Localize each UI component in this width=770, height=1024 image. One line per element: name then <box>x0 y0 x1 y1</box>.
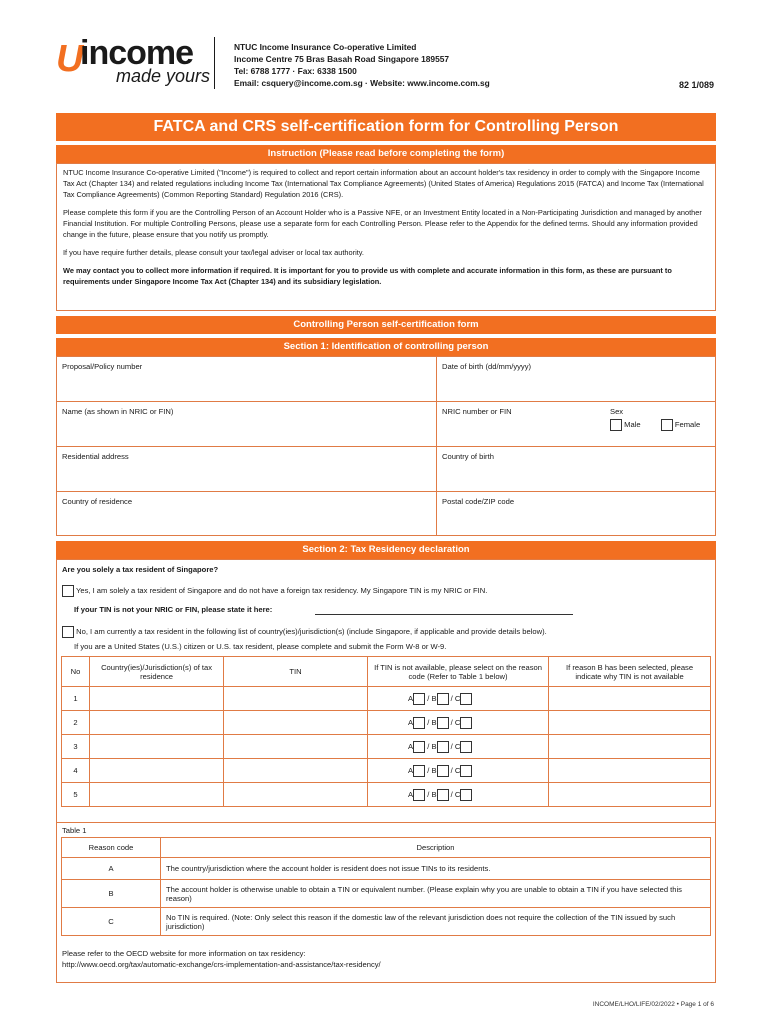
no-checkbox[interactable] <box>62 626 74 638</box>
instruction-box <box>56 163 716 311</box>
country-cell[interactable] <box>90 759 224 783</box>
tin-cell[interactable] <box>224 783 368 807</box>
slash: / <box>450 741 453 751</box>
reason-a-checkbox[interactable] <box>413 741 425 753</box>
reason-c-checkbox[interactable] <box>460 693 472 705</box>
income-logo-wordmark: income <box>80 34 194 72</box>
description-header: Description <box>161 838 711 858</box>
reason-description: The account holder is otherwise unable to obtain a TIN or equivalent number. (Please explain why you are unable to obtain a TIN if you have selected this reason) <box>161 880 711 908</box>
country-cell[interactable] <box>90 711 224 735</box>
reason-c-checkbox[interactable] <box>460 789 472 801</box>
slash: / <box>450 717 453 727</box>
instruction-bold-paragraph: We may contact you to collect more information if required. It is important for you to provide us with complete and accurate information in this form, as these are pursuant to requirements under Singapore Income Tax Act (Chapter 134) and its subsidiary legislation. <box>63 266 672 286</box>
table1-box <box>56 823 716 983</box>
male-checkbox[interactable] <box>610 419 622 431</box>
form-heading: Controlling Person self-certification form <box>56 316 716 334</box>
slash: / <box>450 765 453 775</box>
reason-description: The country/jurisdiction where the account holder is resident does not issue TINs to its residents. <box>161 858 711 880</box>
nric-field[interactable] <box>437 402 605 447</box>
tin-cell[interactable] <box>224 759 368 783</box>
table-row <box>62 783 711 807</box>
company-phone: Tel: 6788 1777 · Fax: 6338 1500 <box>234 66 357 76</box>
tax-residency-table <box>61 656 711 807</box>
reason-c-checkbox[interactable] <box>460 717 472 729</box>
sex-field <box>605 402 715 447</box>
reason-code-cell <box>367 759 548 783</box>
table-row <box>62 880 711 908</box>
page-footer: INCOME/LHO/LIFE/02/2022 • Page 1 of 6 <box>592 1001 714 1008</box>
slash: / <box>427 693 430 703</box>
country-cell[interactable] <box>90 687 224 711</box>
tax-resident-question: Are you solely a tax resident of Singapore? <box>62 565 219 574</box>
company-name: NTUC Income Insurance Co-operative Limited <box>234 42 417 52</box>
nric-label: NRIC number or FIN <box>442 407 512 416</box>
reason-code-cell <box>367 687 548 711</box>
reason-b-label: B <box>431 741 437 751</box>
col-reason-b: If reason B has been selected, please indicate why TIN is not available <box>549 657 711 687</box>
row-number: 3 <box>62 735 90 759</box>
reason-a-checkbox[interactable] <box>413 765 425 777</box>
row-number: 2 <box>62 711 90 735</box>
reason-b-checkbox[interactable] <box>437 717 449 729</box>
slash: / <box>427 765 430 775</box>
country-of-birth-field[interactable] <box>437 447 715 492</box>
slash: / <box>450 789 453 799</box>
reason-c-label: C <box>454 765 461 775</box>
name-label: Name (as shown in NRIC or FIN) <box>62 407 174 416</box>
reason-b-label: B <box>431 789 437 799</box>
table-row <box>62 711 711 735</box>
date-of-birth-label: Date of birth (dd/mm/yyyy) <box>442 362 532 371</box>
reason-b-label: B <box>431 765 437 775</box>
reason-code-cell <box>367 711 548 735</box>
slash: / <box>450 693 453 703</box>
table-row <box>62 759 711 783</box>
section1-heading: Section 1: Identification of controlling person <box>56 338 716 356</box>
section2-heading: Section 2: Tax Residency declaration <box>56 541 716 559</box>
reason-code-header: Reason code <box>62 838 161 858</box>
table-row <box>62 908 711 936</box>
reason-b-checkbox[interactable] <box>437 789 449 801</box>
company-details <box>234 41 490 89</box>
tin-input-line[interactable] <box>315 614 573 615</box>
section1-grid <box>56 356 716 536</box>
instruction-heading: Instruction (Please read before completing the form) <box>56 145 716 163</box>
no-option-row <box>62 626 547 638</box>
postal-code-label: Postal code/ZIP code <box>442 497 515 506</box>
reason-c-label: C <box>454 741 461 751</box>
reason-code: A <box>62 858 161 880</box>
postal-code-field[interactable] <box>437 492 715 535</box>
reason-c-checkbox[interactable] <box>460 741 472 753</box>
yes-option-row <box>62 585 487 597</box>
reason-a-checkbox[interactable] <box>413 717 425 729</box>
reason-a-label: A <box>407 693 414 703</box>
country-of-residence-label: Country of residence <box>62 497 133 506</box>
yes-checkbox[interactable] <box>62 585 74 597</box>
reason-b-checkbox[interactable] <box>437 765 449 777</box>
reason-code-table <box>61 837 711 936</box>
sex-label: Sex <box>610 407 624 416</box>
instruction-paragraph-3: If you have require further details, please consult your tax/legal adviser or local tax authority. <box>63 248 364 257</box>
income-logo-mark: U <box>56 38 84 80</box>
logo-tagline: made yours <box>116 66 211 86</box>
table-row <box>62 858 711 880</box>
reason-b-label: B <box>431 717 437 727</box>
name-field[interactable] <box>57 402 437 447</box>
reason-code: C <box>62 908 161 936</box>
tin-cell[interactable] <box>224 687 368 711</box>
reason-c-label: C <box>454 693 461 703</box>
policy-number-field[interactable] <box>57 357 437 402</box>
country-of-birth-label: Country of birth <box>442 452 494 461</box>
reason-a-label: A <box>407 789 414 799</box>
oecd-link[interactable]: http://www.oecd.org/tax/automatic-exchange/crs-implementation-and-assistance/tax-residency/ <box>62 960 381 969</box>
reason-b-explanation-cell[interactable] <box>549 687 711 711</box>
table-row <box>62 735 711 759</box>
reason-a-checkbox[interactable] <box>413 693 425 705</box>
oecd-note <box>62 948 381 970</box>
male-label: Male <box>624 420 641 429</box>
reason-c-label: C <box>454 717 461 727</box>
col-country: Country(ies)/Jurisdiction(s) of tax residence <box>90 657 224 687</box>
slash: / <box>427 789 430 799</box>
reason-a-label: A <box>407 741 414 751</box>
reason-code-cell <box>367 783 548 807</box>
oecd-note-text: Please refer to the OECD website for more information on tax residency: <box>62 949 306 958</box>
no-option-label: No, I am currently a tax resident in the following list of country(ies)/jurisdiction(s) (include Singapore, if applicable and provide details below). <box>76 627 547 636</box>
tin-cell[interactable] <box>224 711 368 735</box>
reason-a-checkbox[interactable] <box>413 789 425 801</box>
instruction-paragraph-1: NTUC Income Insurance Co-operative Limited ("Income") is required to collect and report certain information about an account holder's tax residency in order to comply with the Singapore Income Tax Act (Chapter 134) and related regulations including Income Tax (International Tax Compliance Agreements) (United States of America) Regulations 2015 (FATCA) and Income Tax (International Tax Compliance Agreements) (Common Reporting Standard) Regulation 2016 (CRS). <box>63 168 704 199</box>
section2-box <box>56 559 716 823</box>
reason-a-label: A <box>407 765 414 775</box>
instruction-paragraph-2: Please complete this form if you are the Controlling Person of an Account Holder who is a Passive NFE, or an Investment Entity located in a Non-Participating Jurisdiction and managed by another Financial Institution. For multiple Controlling Persons, please use a separate form for each Controlling Person. Please refer to the Appendix for the defined terms. Should any information provided change in the future, please ensure that you notify us promptly. <box>63 208 702 239</box>
reason-c-checkbox[interactable] <box>460 765 472 777</box>
reason-b-explanation-cell[interactable] <box>549 735 711 759</box>
tin-prompt: If your TIN is not your NRIC or FIN, please state it here: <box>74 605 273 614</box>
reason-code: B <box>62 880 161 908</box>
company-contact: Email: csquery@income.com.sg · Website: www.income.com.sg <box>234 78 490 88</box>
col-reason: If TIN is not available, please select on the reason code (Refer to Table 1 below) <box>367 657 548 687</box>
country-cell[interactable] <box>90 783 224 807</box>
date-of-birth-field[interactable] <box>437 357 715 402</box>
policy-number-label: Proposal/Policy number <box>62 362 143 371</box>
female-label: Female <box>674 420 701 429</box>
tin-cell[interactable] <box>224 735 368 759</box>
row-number: 5 <box>62 783 90 807</box>
table-row <box>62 687 711 711</box>
row-number: 4 <box>62 759 90 783</box>
us-citizen-note: If you are a United States (U.S.) citizen or U.S. tax resident, please complete and submit the Form W-8 or W-9. <box>74 642 447 651</box>
form-number: 82 1/089 <box>678 80 714 90</box>
col-no: No <box>62 657 90 687</box>
col-tin: TIN <box>224 657 368 687</box>
reason-description: No TIN is required. (Note: Only select this reason if the domestic law of the relevant jurisdiction does not require the collection of the TIN issued by such jurisdiction) <box>161 908 711 936</box>
table1-label: Table 1 <box>62 826 87 835</box>
country-cell[interactable] <box>90 735 224 759</box>
reason-b-explanation-cell[interactable] <box>549 711 711 735</box>
reason-b-checkbox[interactable] <box>437 693 449 705</box>
residential-address-label: Residential address <box>62 452 129 461</box>
row-number: 1 <box>62 687 90 711</box>
female-checkbox[interactable] <box>661 419 673 431</box>
residential-address-field[interactable] <box>57 447 437 492</box>
header-divider <box>214 37 215 89</box>
slash: / <box>427 717 430 727</box>
reason-a-label: A <box>407 717 414 727</box>
reason-b-checkbox[interactable] <box>437 741 449 753</box>
reason-b-explanation-cell[interactable] <box>549 759 711 783</box>
reason-b-explanation-cell[interactable] <box>549 783 711 807</box>
slash: / <box>427 741 430 751</box>
reason-c-label: C <box>454 789 461 799</box>
country-of-residence-field[interactable] <box>57 492 437 535</box>
reason-code-cell <box>367 735 548 759</box>
yes-option-label: Yes, I am solely a tax resident of Singapore and do not have a foreign tax residency. My Singapore TIN is my NRIC or FIN. <box>75 586 488 595</box>
company-address: Income Centre 75 Bras Basah Road Singapore 189557 <box>234 54 450 64</box>
reason-b-label: B <box>431 693 437 703</box>
form-title: FATCA and CRS self-certification form for Controlling Person <box>56 113 716 141</box>
